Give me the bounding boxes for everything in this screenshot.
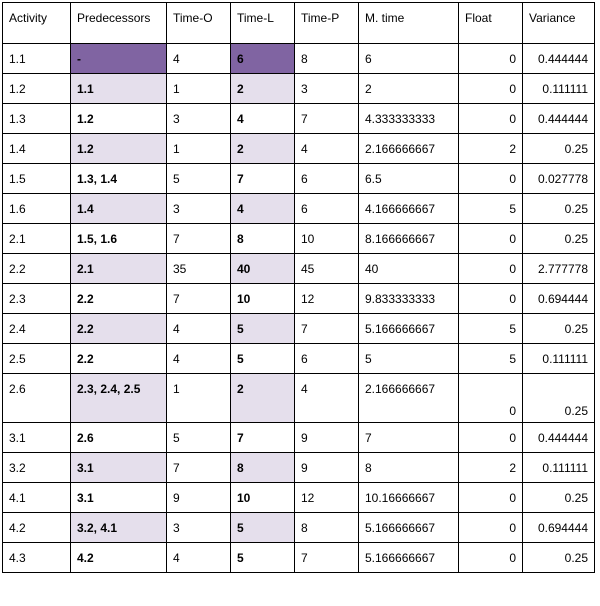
cell-predecessors: 1.2 bbox=[71, 104, 167, 134]
cell-predecessors: 2.3, 2.4, 2.5 bbox=[71, 374, 167, 423]
cell-time-p: 8 bbox=[295, 44, 359, 74]
cell-activity: 1.4 bbox=[3, 134, 71, 164]
cell-variance: 0.25 bbox=[523, 374, 595, 423]
cell-activity: 2.4 bbox=[3, 314, 71, 344]
cell-m-time: 9.833333333 bbox=[359, 284, 459, 314]
cell-activity: 2.5 bbox=[3, 344, 71, 374]
table-row bbox=[3, 314, 595, 344]
cell-variance: 0.694444 bbox=[523, 513, 595, 543]
cell-m-time: 4.166666667 bbox=[359, 194, 459, 224]
cell-time-o: 5 bbox=[167, 423, 231, 453]
cell-variance: 0.444444 bbox=[523, 104, 595, 134]
cell-predecessors: 3.1 bbox=[71, 453, 167, 483]
table-row bbox=[3, 104, 595, 134]
cell-time-l: 2 bbox=[231, 134, 295, 164]
cell-time-o: 4 bbox=[167, 344, 231, 374]
cell-activity: 4.1 bbox=[3, 483, 71, 513]
cell-time-o: 9 bbox=[167, 483, 231, 513]
cell-activity: 1.1 bbox=[3, 44, 71, 74]
cell-activity: 4.3 bbox=[3, 543, 71, 573]
cell-time-o: 3 bbox=[167, 513, 231, 543]
cell-m-time: 5.166666667 bbox=[359, 513, 459, 543]
cell-float: 0 bbox=[459, 74, 523, 104]
cell-float: 0 bbox=[459, 284, 523, 314]
header-row bbox=[3, 3, 595, 44]
header-time-o: Time-O bbox=[167, 3, 231, 44]
cell-time-l: 4 bbox=[231, 104, 295, 134]
cell-float: 0 bbox=[459, 44, 523, 74]
cell-time-o: 35 bbox=[167, 254, 231, 284]
cell-m-time: 6.5 bbox=[359, 164, 459, 194]
cell-float: 0 bbox=[459, 224, 523, 254]
cell-predecessors: 2.1 bbox=[71, 254, 167, 284]
cell-m-time: 6 bbox=[359, 44, 459, 74]
cell-m-time: 5 bbox=[359, 344, 459, 374]
cell-predecessors: 1.3, 1.4 bbox=[71, 164, 167, 194]
cell-time-l: 2 bbox=[231, 374, 295, 423]
cell-variance: 0.25 bbox=[523, 483, 595, 513]
cell-predecessors: 2.2 bbox=[71, 344, 167, 374]
cell-variance: 0.25 bbox=[523, 543, 595, 573]
cell-m-time: 2.166666667 bbox=[359, 374, 459, 423]
header-time-l: Time-L bbox=[231, 3, 295, 44]
cell-activity: 4.2 bbox=[3, 513, 71, 543]
cell-predecessors: 1.1 bbox=[71, 74, 167, 104]
cell-predecessors: 1.4 bbox=[71, 194, 167, 224]
cell-predecessors: 2.6 bbox=[71, 423, 167, 453]
cell-variance: 0.25 bbox=[523, 134, 595, 164]
cell-time-o: 4 bbox=[167, 314, 231, 344]
cell-time-p: 7 bbox=[295, 543, 359, 573]
cell-predecessors: 4.2 bbox=[71, 543, 167, 573]
table-row bbox=[3, 453, 595, 483]
cell-m-time: 40 bbox=[359, 254, 459, 284]
cell-float: 5 bbox=[459, 314, 523, 344]
cell-time-p: 12 bbox=[295, 483, 359, 513]
table-row bbox=[3, 374, 595, 423]
cell-time-p: 7 bbox=[295, 104, 359, 134]
cell-variance: 2.777778 bbox=[523, 254, 595, 284]
cell-m-time: 8 bbox=[359, 453, 459, 483]
cell-time-l: 8 bbox=[231, 224, 295, 254]
cell-time-o: 4 bbox=[167, 543, 231, 573]
cell-float: 0 bbox=[459, 483, 523, 513]
cell-time-p: 12 bbox=[295, 284, 359, 314]
cell-time-o: 1 bbox=[167, 374, 231, 423]
cell-time-l: 10 bbox=[231, 483, 295, 513]
cell-time-p: 45 bbox=[295, 254, 359, 284]
cell-variance: 0.694444 bbox=[523, 284, 595, 314]
table-row bbox=[3, 284, 595, 314]
cell-variance: 0.25 bbox=[523, 194, 595, 224]
cell-activity: 2.3 bbox=[3, 284, 71, 314]
cell-time-o: 3 bbox=[167, 194, 231, 224]
cell-m-time: 5.166666667 bbox=[359, 543, 459, 573]
header-float: Float bbox=[459, 3, 523, 44]
cell-activity: 3.2 bbox=[3, 453, 71, 483]
cell-time-l: 7 bbox=[231, 423, 295, 453]
cell-time-p: 9 bbox=[295, 423, 359, 453]
cell-m-time: 5.166666667 bbox=[359, 314, 459, 344]
header-predecessors: Predecessors bbox=[71, 3, 167, 44]
cell-m-time: 10.16666667 bbox=[359, 483, 459, 513]
cell-variance: 0.027778 bbox=[523, 164, 595, 194]
cell-float: 5 bbox=[459, 344, 523, 374]
cell-time-p: 3 bbox=[295, 74, 359, 104]
cell-float: 0 bbox=[459, 104, 523, 134]
cell-m-time: 8.166666667 bbox=[359, 224, 459, 254]
cell-predecessors: - bbox=[71, 44, 167, 74]
activity-table bbox=[2, 2, 595, 573]
cell-float: 0 bbox=[459, 543, 523, 573]
table-row bbox=[3, 74, 595, 104]
cell-time-p: 8 bbox=[295, 513, 359, 543]
cell-time-p: 10 bbox=[295, 224, 359, 254]
cell-time-l: 7 bbox=[231, 164, 295, 194]
cell-time-l: 5 bbox=[231, 513, 295, 543]
cell-activity: 1.6 bbox=[3, 194, 71, 224]
table-row bbox=[3, 423, 595, 453]
cell-time-o: 7 bbox=[167, 224, 231, 254]
cell-float: 0 bbox=[459, 513, 523, 543]
table-row bbox=[3, 254, 595, 284]
cell-time-l: 4 bbox=[231, 194, 295, 224]
header-m-time: M. time bbox=[359, 3, 459, 44]
cell-float: 0 bbox=[459, 374, 523, 423]
cell-variance: 0.25 bbox=[523, 224, 595, 254]
table-row bbox=[3, 513, 595, 543]
header-time-p: Time-P bbox=[295, 3, 359, 44]
cell-time-p: 4 bbox=[295, 374, 359, 423]
cell-time-l: 2 bbox=[231, 74, 295, 104]
cell-m-time: 2.166666667 bbox=[359, 134, 459, 164]
table-row bbox=[3, 164, 595, 194]
cell-float: 0 bbox=[459, 164, 523, 194]
cell-activity: 3.1 bbox=[3, 423, 71, 453]
table-row bbox=[3, 344, 595, 374]
cell-float: 2 bbox=[459, 453, 523, 483]
cell-m-time: 2 bbox=[359, 74, 459, 104]
cell-activity: 2.1 bbox=[3, 224, 71, 254]
cell-time-l: 10 bbox=[231, 284, 295, 314]
table-row bbox=[3, 224, 595, 254]
table-row bbox=[3, 543, 595, 573]
table-row bbox=[3, 194, 595, 224]
table-row bbox=[3, 134, 595, 164]
cell-float: 5 bbox=[459, 194, 523, 224]
cell-time-l: 8 bbox=[231, 453, 295, 483]
cell-variance: 0.444444 bbox=[523, 423, 595, 453]
cell-time-o: 1 bbox=[167, 74, 231, 104]
cell-time-p: 4 bbox=[295, 134, 359, 164]
cell-time-o: 7 bbox=[167, 453, 231, 483]
cell-predecessors: 1.5, 1.6 bbox=[71, 224, 167, 254]
cell-variance: 0.111111 bbox=[523, 453, 595, 483]
cell-variance: 0.25 bbox=[523, 314, 595, 344]
cell-float: 0 bbox=[459, 254, 523, 284]
cell-activity: 1.2 bbox=[3, 74, 71, 104]
cell-time-l: 5 bbox=[231, 344, 295, 374]
cell-time-o: 4 bbox=[167, 44, 231, 74]
cell-activity: 1.5 bbox=[3, 164, 71, 194]
cell-time-p: 6 bbox=[295, 164, 359, 194]
cell-time-l: 5 bbox=[231, 314, 295, 344]
cell-time-o: 1 bbox=[167, 134, 231, 164]
cell-predecessors: 1.2 bbox=[71, 134, 167, 164]
cell-time-o: 3 bbox=[167, 104, 231, 134]
table-row bbox=[3, 44, 595, 74]
cell-variance: 0.111111 bbox=[523, 74, 595, 104]
cell-predecessors: 3.2, 4.1 bbox=[71, 513, 167, 543]
cell-predecessors: 3.1 bbox=[71, 483, 167, 513]
cell-time-o: 5 bbox=[167, 164, 231, 194]
cell-float: 0 bbox=[459, 423, 523, 453]
cell-predecessors: 2.2 bbox=[71, 284, 167, 314]
cell-time-p: 7 bbox=[295, 314, 359, 344]
cell-time-o: 7 bbox=[167, 284, 231, 314]
cell-activity: 1.3 bbox=[3, 104, 71, 134]
cell-variance: 0.111111 bbox=[523, 344, 595, 374]
cell-time-l: 40 bbox=[231, 254, 295, 284]
cell-variance: 0.444444 bbox=[523, 44, 595, 74]
table-row bbox=[3, 483, 595, 513]
cell-time-p: 9 bbox=[295, 453, 359, 483]
cell-time-l: 6 bbox=[231, 44, 295, 74]
header-activity: Activity bbox=[3, 3, 71, 44]
cell-activity: 2.2 bbox=[3, 254, 71, 284]
cell-m-time: 4.333333333 bbox=[359, 104, 459, 134]
cell-m-time: 7 bbox=[359, 423, 459, 453]
cell-time-p: 6 bbox=[295, 194, 359, 224]
cell-activity: 2.6 bbox=[3, 374, 71, 423]
cell-float: 2 bbox=[459, 134, 523, 164]
header-variance: Variance bbox=[523, 3, 595, 44]
cell-time-l: 5 bbox=[231, 543, 295, 573]
cell-predecessors: 2.2 bbox=[71, 314, 167, 344]
cell-time-p: 6 bbox=[295, 344, 359, 374]
